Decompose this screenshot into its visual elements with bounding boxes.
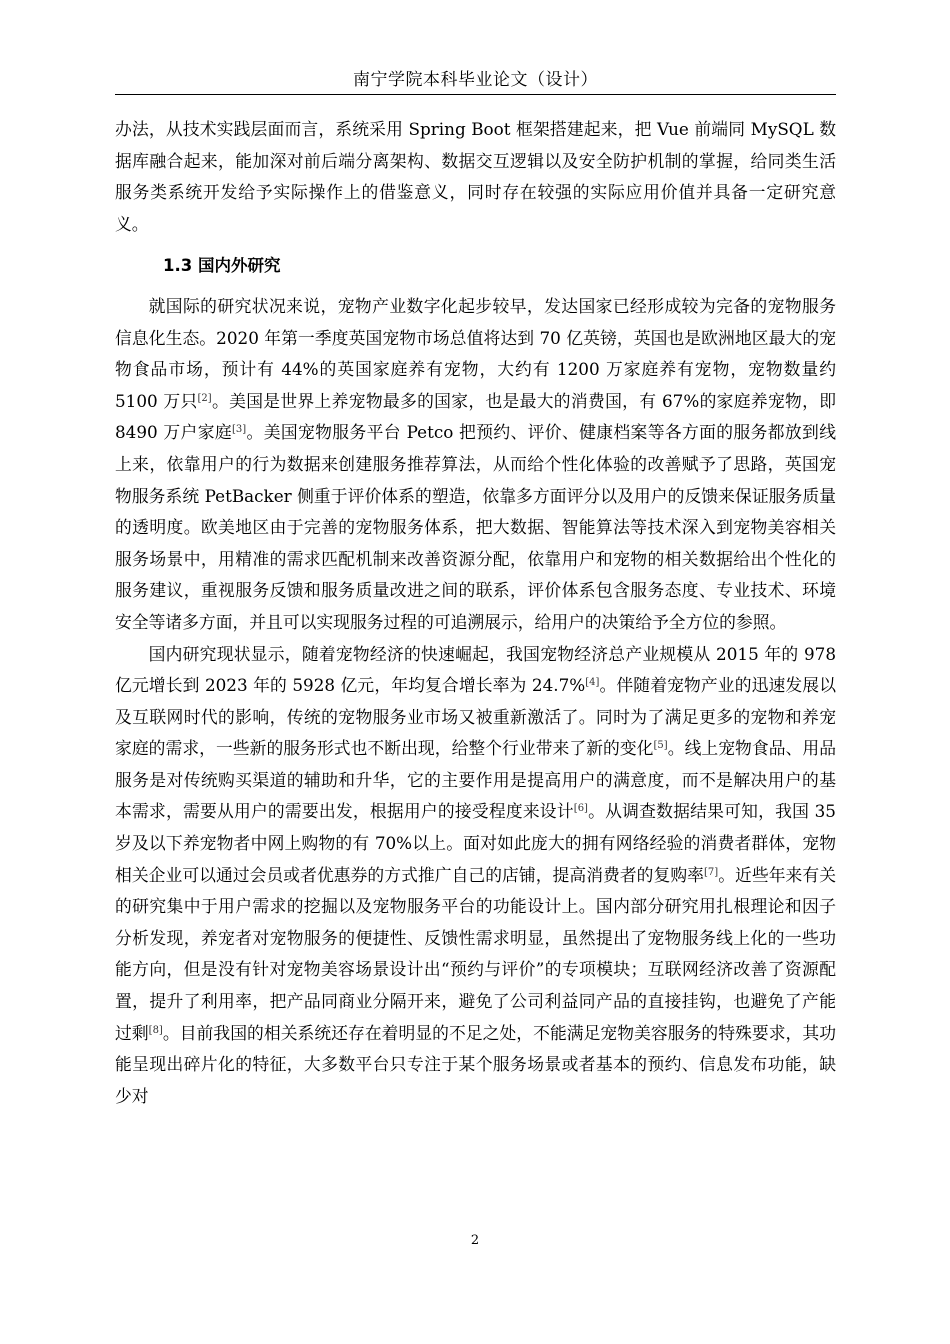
page-number: 2 bbox=[470, 1233, 480, 1248]
header-rule bbox=[115, 94, 836, 95]
citation: [2] bbox=[197, 392, 212, 404]
text-span: 。目前我国的相关系统还存在着明显的不足之处，不能满足宠物美容服务的特殊要求，其功能呈现出碎片化的特征，大多数平台只专注于某个服务场景或者基本的预约、信息发布功能，缺少对 bbox=[115, 1022, 836, 1106]
text-span: 。线上宠物食品、用品服务是对传统购买渠道的辅助和升华，它的主要作用是提高用户的满意度，而不是解决用户的基本需求，需要从用户的需要出发，根据用户的接受程度来设计 bbox=[115, 738, 836, 822]
citation: [4] bbox=[585, 677, 600, 689]
citation: [7] bbox=[704, 866, 719, 878]
text-span: 。近些年来有关的研究集中于用户需求的挖掘以及宠物服务平台的功能设计上。国内部分研究用扎根理论和因子分析发现，养宠者对宠物服务的便捷性、反馈性需求明显，虽然提出了宠物服务线上化的一些功能方向，但是没有针对宠物美容场景设计出“预约与评价”的专项模块；互联网经济改善了资源配置，提升了利用率，把产品同商业分隔开来，避免了公司利益同产品的直接挂钩，也避免了产能过剩 bbox=[115, 864, 836, 1043]
text-span: 。美国是世界上养宠物最多的国家，也是最大的消费国，有 67%的家庭养宠物，即 8490 万户家庭 bbox=[115, 390, 836, 443]
text-span: 。美国宠物服务平台 Petco 把预约、评价、健康档案等各方面的服务都放到线上来，依靠用户的行为数据来创建服务推荐算法，从而给个性化体验的改善赋予了思路，英国宠物服务系统 PetBacker 侧重于评价体系的塑造，依靠多方面评分以及用户的反馈来保证服务质量的透明度。欧美地区由于完善的宠物服务体系，把大数据、智能算法等技术深入到宠物美容相关服务场景中，用精准的需求匹配机制来改善资源分配，依靠用户和宠物的相关数据给出个性化的服务建议，重视服务反馈和服务质量改进之间的联系，评价体系包含服务态度、专业技术、环境安全等诸多方面，并且可以实现服务过程的可追溯展示，给用户的决策给予全方位的参照。 bbox=[115, 422, 836, 632]
citation: [8] bbox=[148, 1024, 163, 1036]
text-span: 。伴随着宠物产业的迅速发展以及互联网时代的影响，传统的宠物服务业市场又被重新激活了。同时为了满足更多的宠物和养宠家庭的需求，一些新的服务形式也不断出现，给整个行业带来了新的变化 bbox=[115, 675, 836, 759]
text-span: 国内研究现状显示，随着宠物经济的快速崛起，我国宠物经济总产业规模从 2015 年的 978 亿元增长到 2023 年的 5928 亿元，年均复合增长率为 24.7% bbox=[115, 643, 836, 696]
citation: [5] bbox=[653, 740, 668, 752]
paragraph-domestic bbox=[115, 639, 836, 1113]
paragraph-intro: 办法，从技术实践层面而言，系统采用 Spring Boot 框架搭建起来，把 Vue 前端同 MySQL 数据库融合起来，能加深对前后端分离架构、数据交互逻辑以及安全防护机制的掌握，给同类生活服务类系统开发给予实际操作上的借鉴意义，同时存在较强的实际应用价值并具备一定研究意义。 bbox=[115, 119, 836, 234]
text-span: 。从调查数据结果可知，我国 35 岁及以下养宠物者中网上购物的有 70%以上。面对如此庞大的拥有网络经验的消费者群体，宠物相关企业可以通过会员或者优惠券的方式推广自己的店铺，提高消费者的复购率 bbox=[115, 801, 836, 885]
page-header-title: 南宁学院本科毕业论文（设计） bbox=[353, 70, 598, 90]
citation: [6] bbox=[573, 803, 588, 815]
citation: [3] bbox=[232, 424, 247, 436]
body-text bbox=[115, 114, 836, 1112]
text-span: 就国际的研究状况来说，宠物产业数字化起步较早，发达国家已经形成较为完备的宠物服务信息化生态。2020 年第一季度英国宠物市场总值将达到 70 亿英镑，英国也是欧洲地区最大的宠物食品市场，预计有 44%的英国家庭养有宠物，大约有 1200 万家庭养有宠物，宠物数量约 5100 万只 bbox=[115, 295, 836, 411]
paragraph-international bbox=[115, 291, 836, 639]
section-heading: 1.3 国内外研究 bbox=[163, 256, 281, 276]
